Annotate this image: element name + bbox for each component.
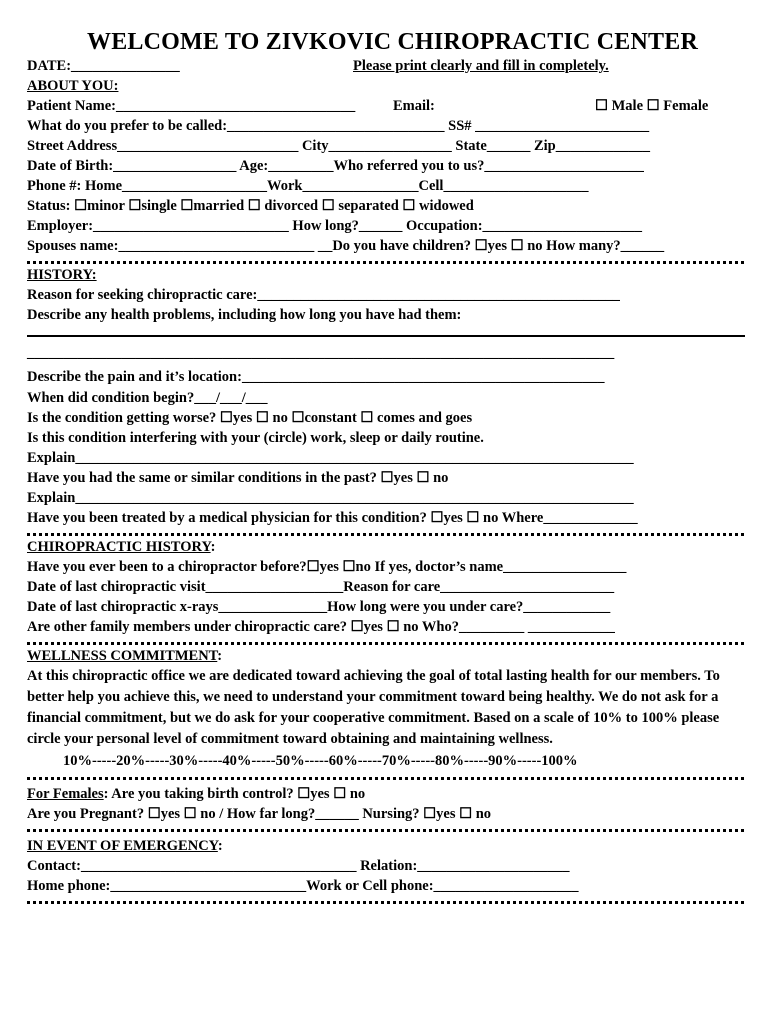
dob-row[interactable]: Date of Birth:_________________ Age:_________Who referred you to us?______________________ [27,158,644,174]
treated-row[interactable]: Have you been treated by a medical physician for this condition? ☐yes ☐ no Where_____________ [27,510,638,526]
answer-line[interactable] [27,335,745,337]
patient-name-row [27,96,744,116]
pregnant-row[interactable]: Are you Pregnant? ☐yes ☐ no / How far long?______ Nursing? ☐yes ☐ no [27,806,492,822]
contact-row[interactable]: Contact:______________________________________ Relation:_____________________ [27,858,570,874]
section-title-females: For Females [27,786,104,802]
spouse-row[interactable]: Spouses name:___________________________ __Do you have children? ☐yes ☐ no How many?______ [27,238,665,254]
same-condition-row[interactable]: Have you had the same or similar conditions in the past? ☐yes ☐ no [27,470,449,486]
commitment-scale[interactable]: 10%-----20%-----30%-----40%-----50%-----60%-----70%-----80%-----90%-----100% [63,753,578,769]
section-title-colon: : [210,539,216,555]
emergency-heading [27,836,744,856]
section-title-emergency: IN EVENT OF EMERGENCY [27,838,218,854]
section-title-history: HISTORY: [27,267,97,283]
family-chiro-row[interactable]: Are other family members under chiropractic care? ☐yes ☐ no Who?_________ ____________ [27,619,615,635]
wellness-paragraph: At this chiropractic office we are dedicated toward achieving the goal of total lasting health for our members. To better help you achieve this, we need to understand your commitment toward being healthy. We do not ask for a financial commitment, but we do ask for your cooperative commitment. Based on a scale of 10% to 100% please circle your personal level of commitment toward obtaining and maintaining wellness. [27,668,720,747]
gender-checkboxes[interactable]: ☐ Male ☐ Female [595,98,709,114]
section-title-chiro: CHIROPRACTIC HISTORY [27,539,211,555]
patient-name-field[interactable]: Patient Name:_________________________________ [27,98,356,114]
wellness-heading [27,646,744,666]
emergency-phones-row[interactable]: Home phone:___________________________Work or Cell phone:____________________ [27,878,579,894]
email-field[interactable]: Email: [393,98,435,114]
interfering-row: Is this condition interfering with your (circle) work, sleep or daily routine. [27,430,484,446]
section-title-colon: : [217,648,223,664]
print-instruction: Please print clearly and fill in completely. [353,58,609,74]
chiro-before-row[interactable]: Have you ever been to a chiropractor before?☐yes ☐no If yes, doctor’s name_________________ [27,559,627,575]
preferred-name-row[interactable]: What do you prefer to be called:______________________________ SS# ________________________ [27,118,650,134]
date-row [27,56,744,76]
answer-line-2[interactable]: _________________________________________________________________________________ [27,345,615,361]
date-field[interactable]: DATE:_______________ [27,58,180,74]
birth-control-row [27,784,744,804]
section-divider [27,257,744,264]
health-problems-row: Describe any health problems, including how long you have had them: [27,307,462,323]
section-divider [27,897,744,904]
section-title-about: ABOUT YOU: [27,78,119,94]
reason-row[interactable]: Reason for seeking chiropractic care:__________________________________________________ [27,287,620,303]
explain-row-2[interactable]: Explain_____________________________________________________________________________ [27,490,634,506]
section-divider [27,529,744,536]
section-divider [27,825,744,832]
form-title: WELCOME TO ZIVKOVIC CHIROPRACTIC CENTER [87,29,698,55]
pain-location-row[interactable]: Describe the pain and it’s location:__________________________________________________ [27,369,605,385]
birth-control-question[interactable]: : Are you taking birth control? ☐yes ☐ no [103,786,366,802]
explain-row-1[interactable]: Explain_____________________________________________________________________________ [27,450,634,466]
condition-worse-row[interactable]: Is the condition getting worse? ☐yes ☐ no ☐constant ☐ comes and goes [27,410,473,426]
about-heading [27,76,744,96]
employer-row[interactable]: Employer:___________________________ How long?______ Occupation:______________________ [27,218,643,234]
section-title-wellness: WELLNESS COMMITMENT [27,648,218,664]
last-xrays-row[interactable]: Date of last chiropractic x-rays_______________How long were you under care?____________ [27,599,611,615]
last-visit-row[interactable]: Date of last chiropractic visit___________________Reason for care________________________ [27,579,615,595]
section-divider [27,638,744,645]
phone-row[interactable]: Phone #: Home____________________Work________________Cell____________________ [27,178,589,194]
section-title-colon: : [217,838,223,854]
chiro-heading [27,537,744,557]
address-row[interactable]: Street Address_________________________ City_________________ State______ Zip_____________ [27,138,650,154]
section-divider [27,773,744,780]
status-row[interactable]: Status: ☐minor ☐single ☐married ☐ divorced ☐ separated ☐ widowed [27,198,474,214]
history-heading [27,265,744,285]
condition-began-row[interactable]: When did condition begin?___/___/___ [27,390,268,406]
